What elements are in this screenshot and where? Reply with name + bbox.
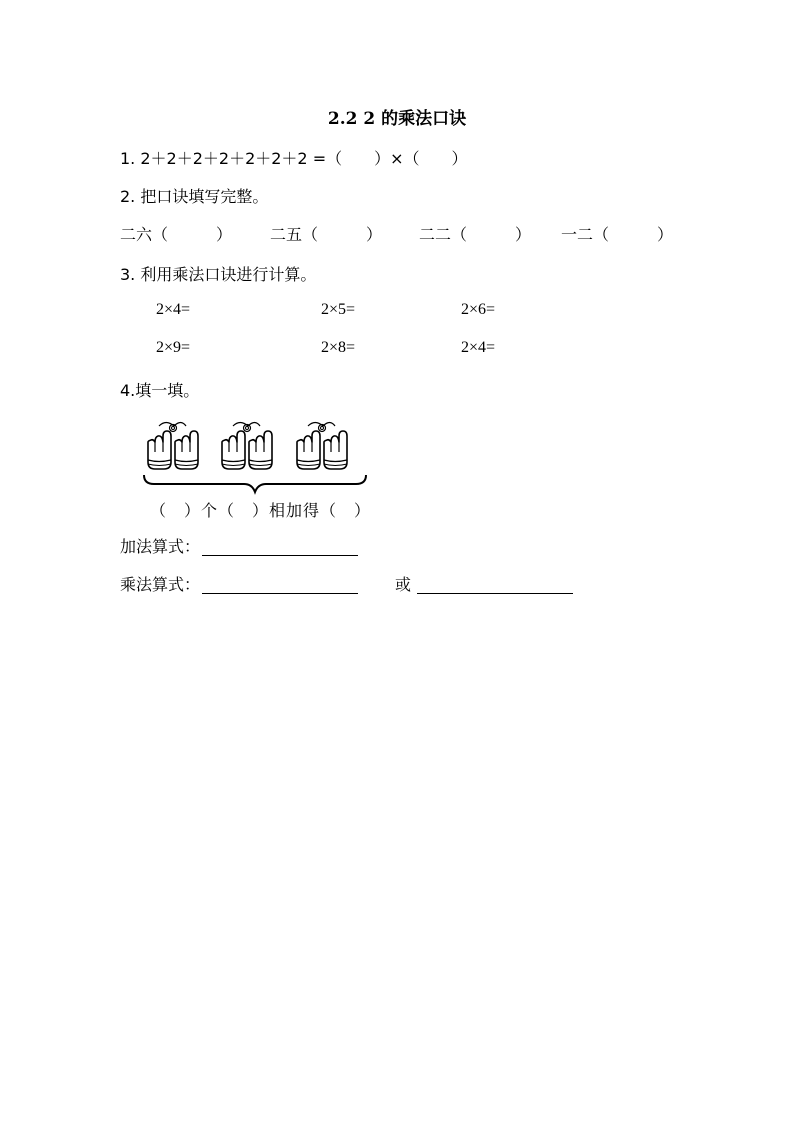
mittens-figure <box>140 420 370 495</box>
multiplication-row <box>120 572 358 595</box>
calc-item: 2×4= <box>156 301 191 318</box>
calc-item: 2×8= <box>321 339 356 356</box>
fill-item-1: 二六（ ） <box>120 225 233 244</box>
addition-answer-line[interactable] <box>202 539 358 556</box>
page-title: 2.2 2 的乘法口诀 <box>327 109 467 129</box>
addition-label: 加法算式： <box>120 537 201 556</box>
addition-row <box>120 534 358 557</box>
mittens-caption: （ ）个（ ）相加得（ ） <box>150 501 372 520</box>
calc-item: 2×4= <box>461 339 496 356</box>
calc-item: 2×9= <box>156 339 191 356</box>
mittens-group-2-icon <box>222 423 272 470</box>
multiplication-answer-line-2[interactable] <box>417 577 573 594</box>
multiplication-label: 乘法算式： <box>120 575 201 594</box>
question-3-prompt: 3. 利用乘法口诀进行计算。 <box>120 265 317 284</box>
mittens-group-1-icon <box>148 423 198 470</box>
question-4-prompt: 4.填一填。 <box>120 381 200 400</box>
calc-item: 2×5= <box>321 301 356 318</box>
or-label: 或 <box>395 575 412 594</box>
question-2-prompt: 2. 把口诀填写完整。 <box>120 187 269 206</box>
calc-item: 2×6= <box>461 301 496 318</box>
or-row <box>395 572 573 595</box>
mittens-group-3-icon <box>297 423 347 470</box>
fill-item-2: 二五（ ） <box>270 225 383 244</box>
question-1: 1. 2＋2＋2＋2＋2＋2＋2 =（ ）×（ ） <box>120 149 468 168</box>
multiplication-answer-line-1[interactable] <box>202 577 358 594</box>
fill-item-3: 二二（ ） <box>419 225 532 244</box>
fill-item-4: 一二（ ） <box>561 225 674 244</box>
brace-icon <box>144 475 366 492</box>
